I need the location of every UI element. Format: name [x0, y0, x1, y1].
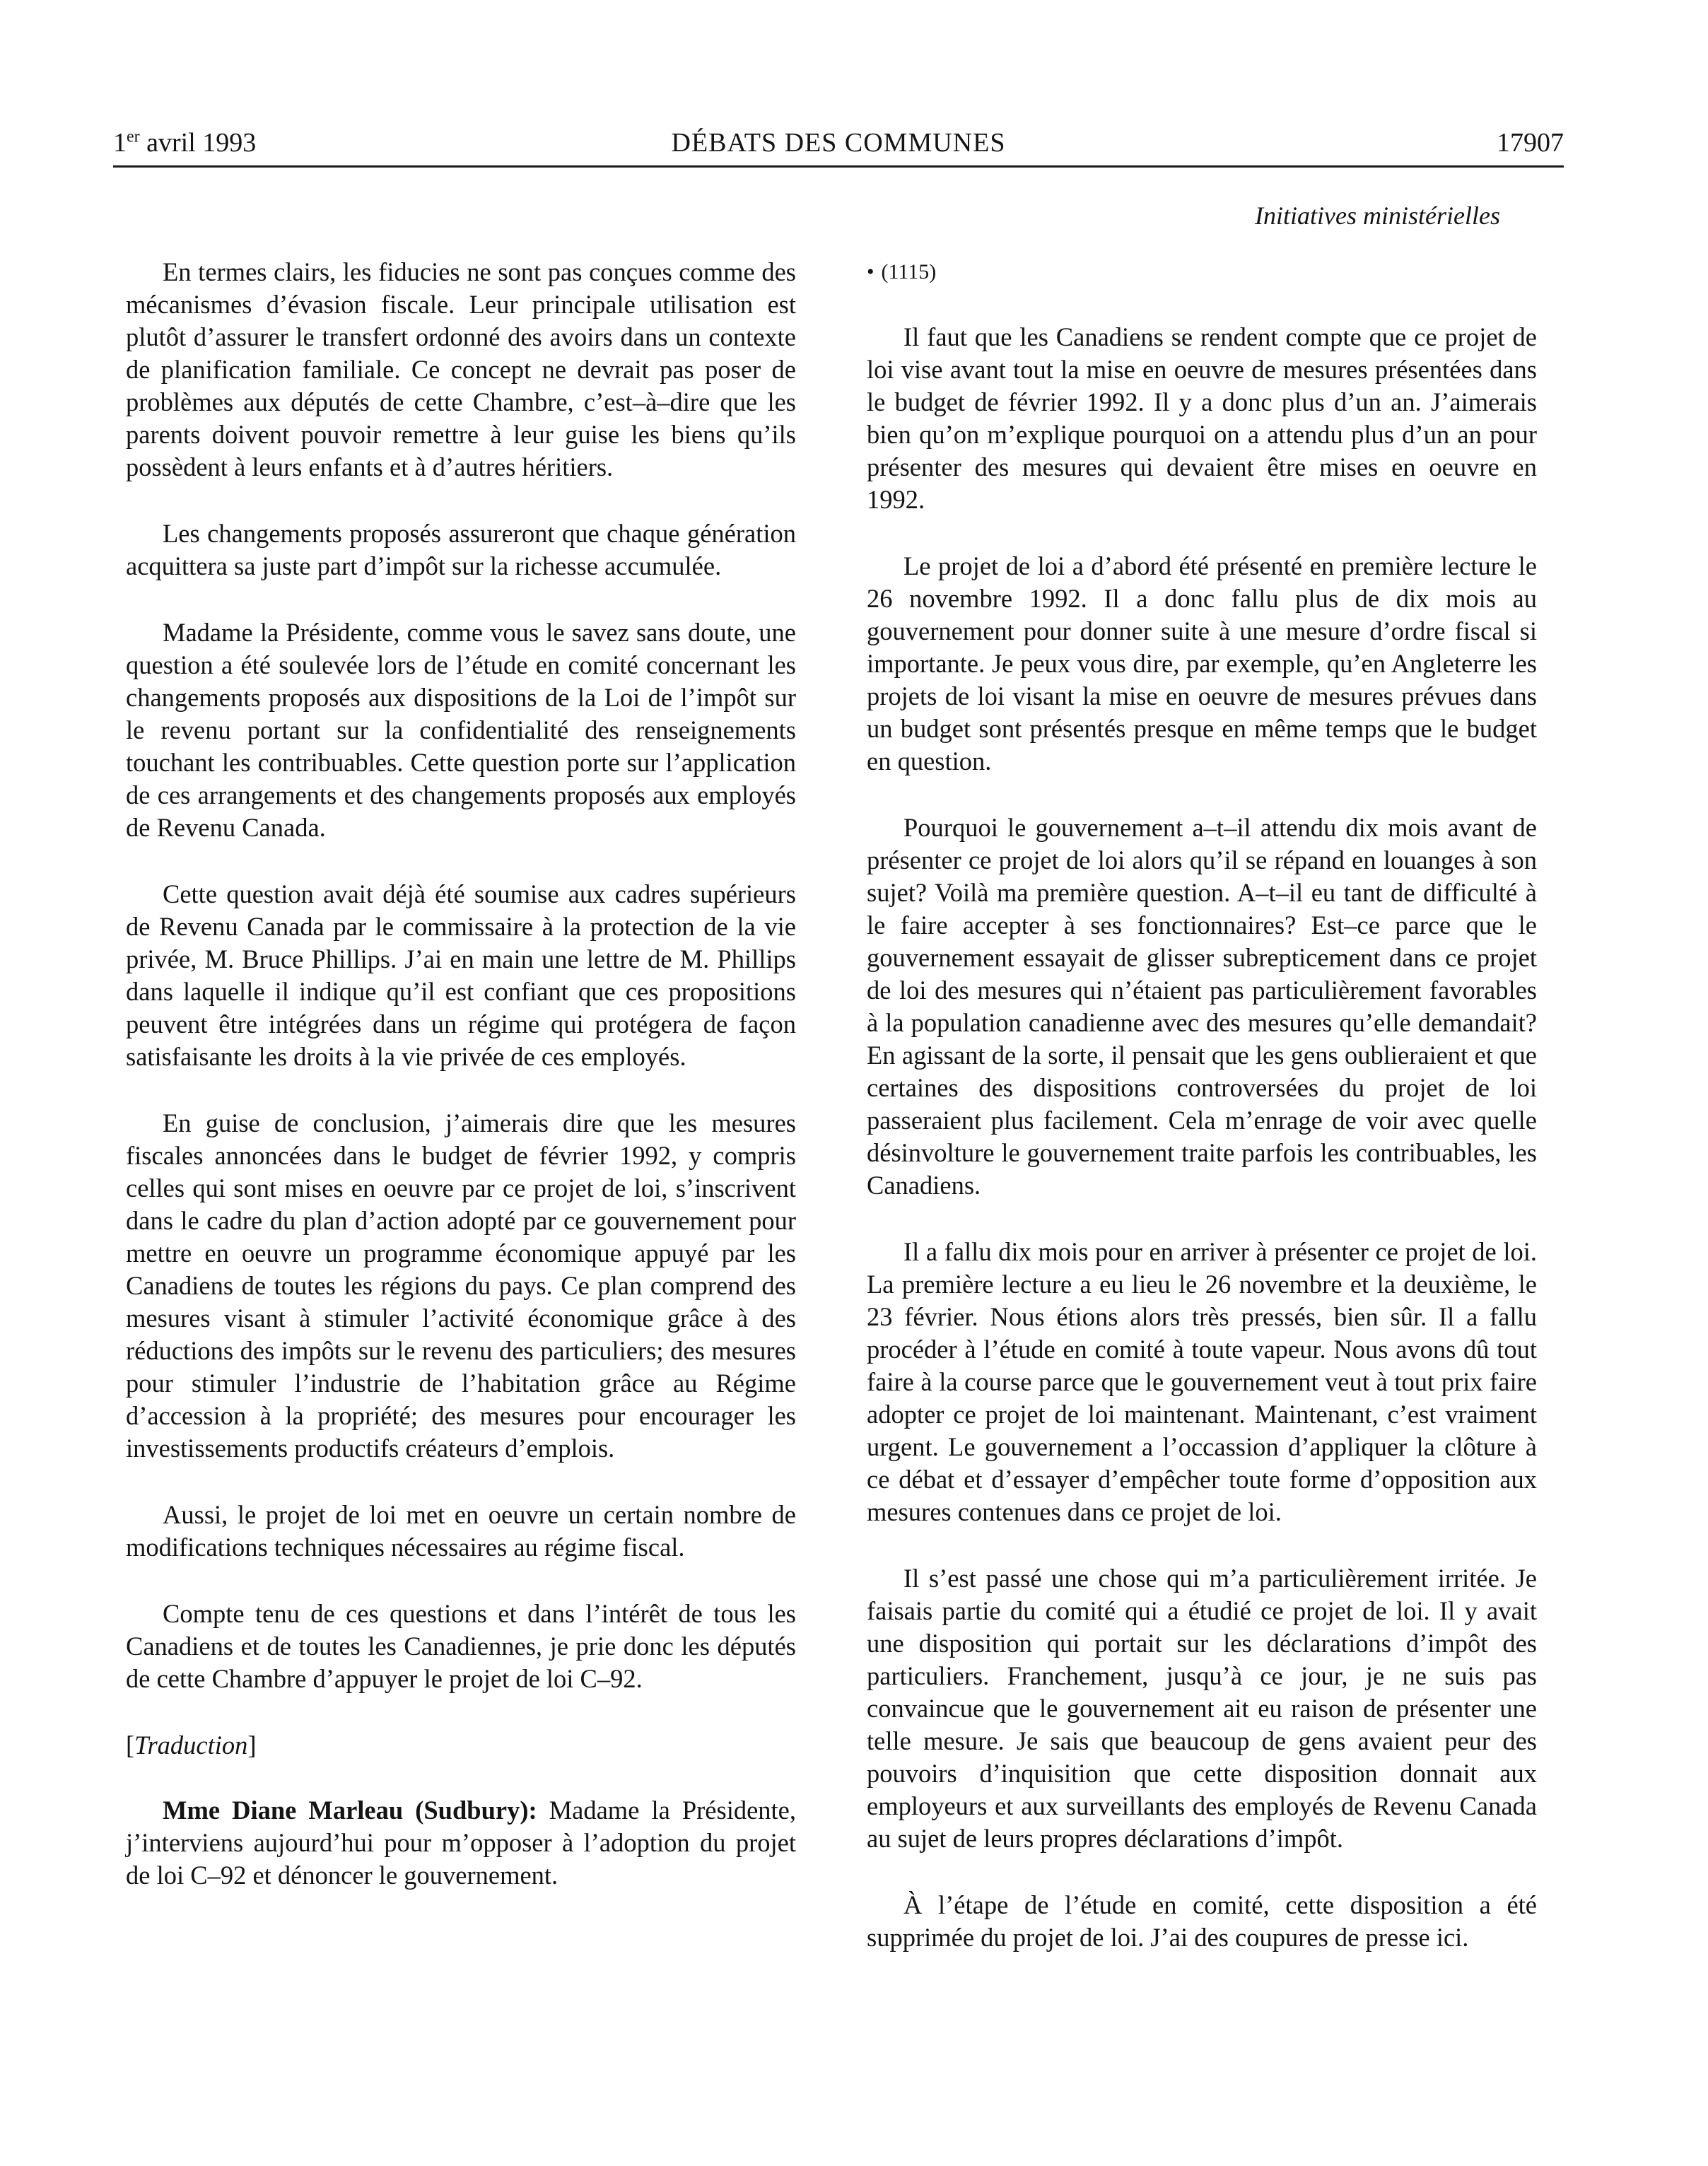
paragraph: Madame la Présidente, comme vous le savez sans doute, une question a été soulevée lors de l’étude en comité concernant les changements proposés aux dispositions de la Loi de l’impôt sur le revenu portant sur la confidentialité des renseignements touchant les contribuables. Cette question porte sur l’application de ces arrangements et des changements proposés aux employés de Revenu Canada. [126, 618, 796, 842]
section-title: Initiatives ministérielles [1255, 201, 1500, 230]
paragraph: Cette question avait déjà été soumise aux cadres supérieurs de Revenu Canada par le commissaire à la protection de la vie privée, M. Bruce Phillips. J’ai en main une lettre de M. Phillips dans laquelle il indique qu’il est confiant que ces propositions peuvent être intégrées dans un régime qui protégera de façon satisfaisante les droits à la vie privée de ces employés. [126, 879, 796, 1071]
header-date: 1er avril 1993 [113, 127, 257, 158]
paragraph: Les changements proposés assureront que chaque génération acquittera sa juste part d’impôt sur la richesse accumulée. [126, 519, 796, 580]
speech-text: Madame la Présidente, j’interviens aujourd’hui pour m’opposer à l’adoption du projet de loi C–92 et dénoncer le gouvernement. [126, 1796, 796, 1890]
left-column [126, 256, 796, 1892]
translation-note: [Traduction] [126, 1731, 257, 1760]
paragraph: En guise de conclusion, j’aimerais dire que les mesures fiscales annoncées dans le budget de février 1992, y compris celles qui sont mises en oeuvre par ce projet de loi, s’inscrivent dans le cadre du plan d’action adopté par ce gouvernement pour mettre en oeuvre un programme économique appuyé par les Canadiens de toutes les régions du pays. Ce plan comprend des mesures visant à stimuler l’activité économique grâce à des réductions des impôts sur le revenu des particuliers; des mesures pour stimuler l’industrie de l’habitation grâce au Régime d’accession à la propriété; des mesures pour encourager les investissements productifs créateurs d’emplois. [126, 1108, 796, 1463]
paragraph: À l’étape de l’étude en comité, cette disposition a été supprimée du projet de loi. J’ai des coupures de presse ici. [867, 1890, 1537, 1952]
speaker-name: Mme Diane Marleau (Sudbury): [163, 1796, 537, 1825]
paragraph: Aussi, le projet de loi met en oeuvre un certain nombre de modifications techniques nécessaires au régime fiscal. [126, 1500, 796, 1562]
header-page-number: 17907 [1497, 128, 1564, 158]
paragraph: Il s’est passé une chose qui m’a particulièrement irritée. Je faisais partie du comité qui a étudié ce projet de loi. Il y avait une disposition qui portait sur les déclarations d’impôt des particuliers. Franchement, jusqu’à ce jour, je ne suis pas convaincue que le gouvernement ait eu raison de présenter une telle mesure. Je sais que beaucoup de gens avaient peur des pouvoirs d’inquisition que cette disposition donnait aux employeurs et aux surveillants des employés de Revenu Canada au sujet de leurs propres déclarations d’impôt. [867, 1564, 1537, 1853]
paragraph: Il a fallu dix mois pour en arriver à présenter ce projet de loi. La première lecture a eu lieu le 26 novembre et la deuxième, le 23 février. Nous étions alors très pressés, bien sûr. Il a fallu procéder à l’étude en comité à toute vapeur. Nous avons dû tout faire à la course parce que le gouvernement veut à tout prix faire adopter ce projet de loi maintenant. Maintenant, c’est vraiment urgent. Le gouvernement a l’occassion d’appliquer la clôture à ce débat et d’essayer d’empêcher toute forme d’opposition aux mesures contenues dans ce projet de loi. [867, 1237, 1537, 1526]
paragraph: En termes clairs, les fiducies ne sont pas conçues comme des mécanismes d’évasion fiscale. Leur principale utilisation est plutôt d’assurer le transfert ordonné des avoirs dans un contexte de planification familiale. Ce concept ne devrait pas poser de problèmes aux députés de cette Chambre, c’est–à–dire que les parents doivent pouvoir remettre à leur guise les biens qu’ils possèdent à leurs enfants et à d’autres héritiers. [126, 257, 796, 481]
paragraph: Compte tenu de ces questions et dans l’intérêt de tous les Canadiens et de toutes les Canadiennes, je prie donc les députés de cette Chambre d’appuyer le projet de loi C–92. [126, 1599, 796, 1693]
paragraph: Pourquoi le gouvernement a–t–il attendu dix mois avant de présenter ce projet de loi alors qu’il se répand en louanges à son sujet? Voilà ma première question. A–t–il eu tant de difficulté à le faire accepter à ses fonctionnaires? Est–ce parce que le gouvernement essayait de glisser subrepticement dans ce projet de loi des mesures qui n’étaient pas particulièrement favorables à la population canadienne avec des mesures qu’elle demandait? En agissant de la sorte, il pensait que les gens oublieraient et que certaines des dispositions controversées du projet de loi passeraient plus facilement. Cela m’enrage de voir avec quelle désinvolture le gouvernement traite parfois les contribuables, les Canadiens. [867, 813, 1537, 1200]
paragraph: Le projet de loi a d’abord été présenté en première lecture le 26 novembre 1992. Il a donc fallu plus de dix mois au gouvernement pour donner suite à une mesure d’ordre fiscal si importante. Je peux vous dire, par exemple, qu’en Angleterre les projets de loi visant la mise en oeuvre de mesures prévues dans un budget sont présentés presque en même temps que le budget en question. [867, 551, 1537, 775]
translation-label: Traduction [134, 1731, 248, 1760]
right-column [867, 256, 1537, 1988]
page-header [113, 123, 1564, 168]
speech-paragraph [126, 1794, 796, 1892]
header-title: DÉBATS DES COMMUNES [671, 128, 1006, 158]
paragraph: Il faut que les Canadiens se rendent compte que ce projet de loi vise avant tout la mise en oeuvre de mesures présentées dans le budget de février 1992. Il y a donc plus d’un an. J’aimerais bien qu’on m’explique pourquoi on a attendu plus d’un an pour présenter des mesures qui devaient être mises en oeuvre en 1992. [867, 322, 1537, 514]
time-marker [867, 256, 1537, 288]
bullet-icon: • [867, 260, 875, 283]
time-marker-text: (1115) [881, 260, 937, 283]
